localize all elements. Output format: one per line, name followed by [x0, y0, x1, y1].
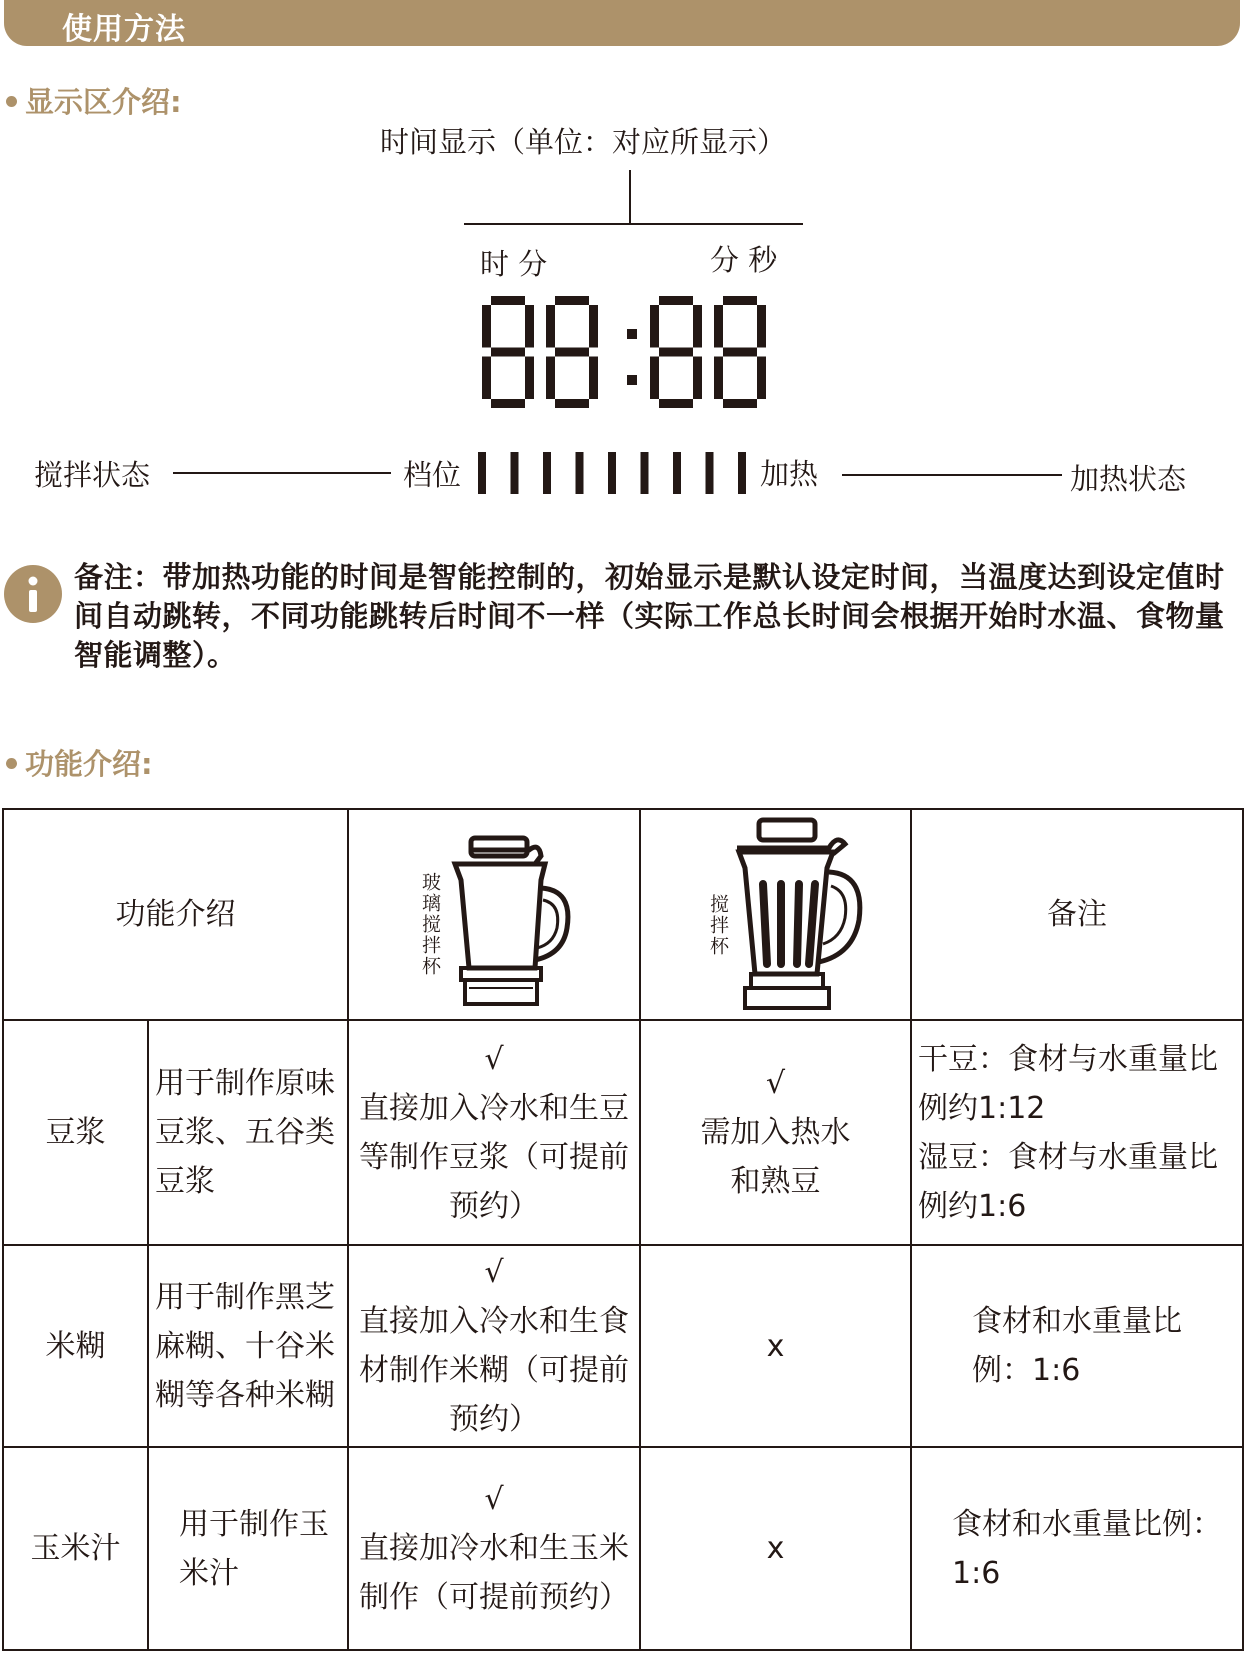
digit-segment [525, 357, 534, 400]
row-note-cell [911, 1447, 1243, 1650]
gear-bar [706, 452, 714, 494]
banner-title: 使用方法 [62, 12, 186, 47]
digit-segment [546, 305, 555, 348]
header-cup [640, 809, 911, 1020]
check-mark: √ [484, 1041, 504, 1077]
digit-segment [723, 399, 757, 408]
glass-blender-cup-icon [449, 828, 579, 1008]
digit-segment [555, 399, 589, 408]
gear-bar [511, 452, 519, 494]
digit-segment [491, 348, 525, 357]
row-desc: 用于制作原味豆浆、五谷类豆浆 [148, 1020, 348, 1245]
check-mark: √ [765, 1066, 786, 1101]
row-desc: 用于制作黑芝麻糊、十谷米糊等各种米糊 [148, 1245, 348, 1447]
cup-label: 搅拌杯 [707, 894, 729, 957]
cup-text: 需加入热水和熟豆 [700, 1115, 851, 1199]
colon-dot [627, 375, 637, 385]
digit-segment [650, 305, 659, 348]
glass-text: 直接加冷水和生玉米制作（可提前预约） [359, 1531, 629, 1615]
digit-segment [491, 399, 525, 408]
digit-segment [714, 357, 723, 400]
digit-segment [482, 305, 491, 348]
digit-segment [714, 305, 723, 348]
row-name: 豆浆 [3, 1020, 148, 1245]
digit-segment [659, 348, 693, 357]
gear-label: 档位 [403, 458, 462, 492]
digit-segment [757, 357, 766, 400]
gear-bar [608, 452, 616, 494]
table-row [3, 1245, 1243, 1447]
digit-segment [693, 305, 702, 348]
function-heading-text: 功能介绍: [25, 747, 153, 781]
cross-mark: x [766, 1328, 785, 1364]
table-row [3, 1020, 1243, 1245]
gear-bar [478, 452, 486, 494]
function-table [2, 808, 1244, 1651]
note-line: 食材和水重量比例：1:6 [952, 1506, 1222, 1591]
blender-cup-icon [729, 814, 869, 1014]
seven-segment-digits [482, 296, 766, 408]
gear-bar [543, 452, 551, 494]
digit-segment [482, 357, 491, 400]
function-heading [6, 742, 153, 783]
digit-segment [525, 305, 534, 348]
digit-segment [589, 357, 598, 400]
check-mark: √ [484, 1255, 504, 1290]
check-mark: √ [484, 1482, 504, 1517]
gear-bar [673, 452, 681, 494]
time-display-label: 时间显示（单位：对应所显示） [380, 125, 787, 159]
digit-segment [723, 348, 757, 357]
row-note-cell [911, 1245, 1243, 1447]
right-unit-label: 分 秒 [710, 243, 778, 277]
digit-segment [589, 305, 598, 348]
digit-segment [491, 296, 525, 305]
row-note-cell [911, 1020, 1243, 1245]
cross-mark: x [766, 1531, 785, 1566]
stir-state-label: 搅拌状态 [34, 458, 151, 492]
gear-bar [738, 452, 746, 494]
row-glass-cell [348, 1447, 640, 1650]
row-name: 米糊 [3, 1245, 148, 1447]
heat-label: 加热 [760, 457, 819, 491]
digit-segment [555, 348, 589, 357]
header-note: 备注 [911, 809, 1243, 1020]
header-function: 功能介绍 [3, 809, 348, 1020]
heat-state-label: 加热状态 [1070, 462, 1187, 496]
glass-cup-label: 玻璃搅拌杯 [419, 872, 441, 977]
note-line: 食材和水重量比例：1:6 [972, 1304, 1182, 1388]
gear-bars [478, 452, 746, 494]
digit-segment [659, 296, 693, 305]
header-glass-cup [348, 809, 640, 1020]
info-icon [4, 565, 62, 623]
gear-bar [641, 452, 649, 494]
row-name: 玉米汁 [3, 1447, 148, 1650]
display-diagram [0, 0, 1244, 520]
bullet-icon [6, 758, 17, 769]
note-line: 干豆：食材与水重量比例约1:12 [918, 1041, 1218, 1126]
digit-segment [723, 296, 757, 305]
row-glass-cell [348, 1020, 640, 1245]
digit-segment [659, 399, 693, 408]
row-cup-cell [640, 1020, 911, 1245]
colon-dot [627, 329, 637, 339]
digit-segment [546, 357, 555, 400]
table-header-row [3, 809, 1243, 1020]
digit-segment [650, 357, 659, 400]
row-cup-cell [640, 1245, 911, 1447]
row-glass-cell [348, 1245, 640, 1447]
table-row [3, 1447, 1243, 1650]
digit-segment [555, 296, 589, 305]
note-text: 备注：带加热功能的时间是智能控制的，初始显示是默认设定时间，当温度达到设定值时间自动跳转，不同功能跳转后时间不一样（实际工作总长时间会根据开始时水温、食物量智能调整）。 [74, 560, 1225, 672]
gear-bar [576, 452, 584, 494]
row-cup-cell [640, 1447, 911, 1650]
note-line: 湿豆：食材与水重量比例约1:6 [918, 1139, 1218, 1224]
digit-segment [757, 305, 766, 348]
row-desc: 用于制作玉米汁 [148, 1447, 348, 1650]
left-unit-label: 时 分 [480, 247, 548, 281]
display-heading-text: 显示区介绍: [25, 85, 182, 119]
glass-text: 直接加入冷水和生食材制作米糊（可提前预约） [359, 1304, 629, 1437]
glass-text: 直接加入冷水和生豆等制作豆浆（可提前预约） [359, 1090, 629, 1224]
digit-segment [693, 357, 702, 400]
